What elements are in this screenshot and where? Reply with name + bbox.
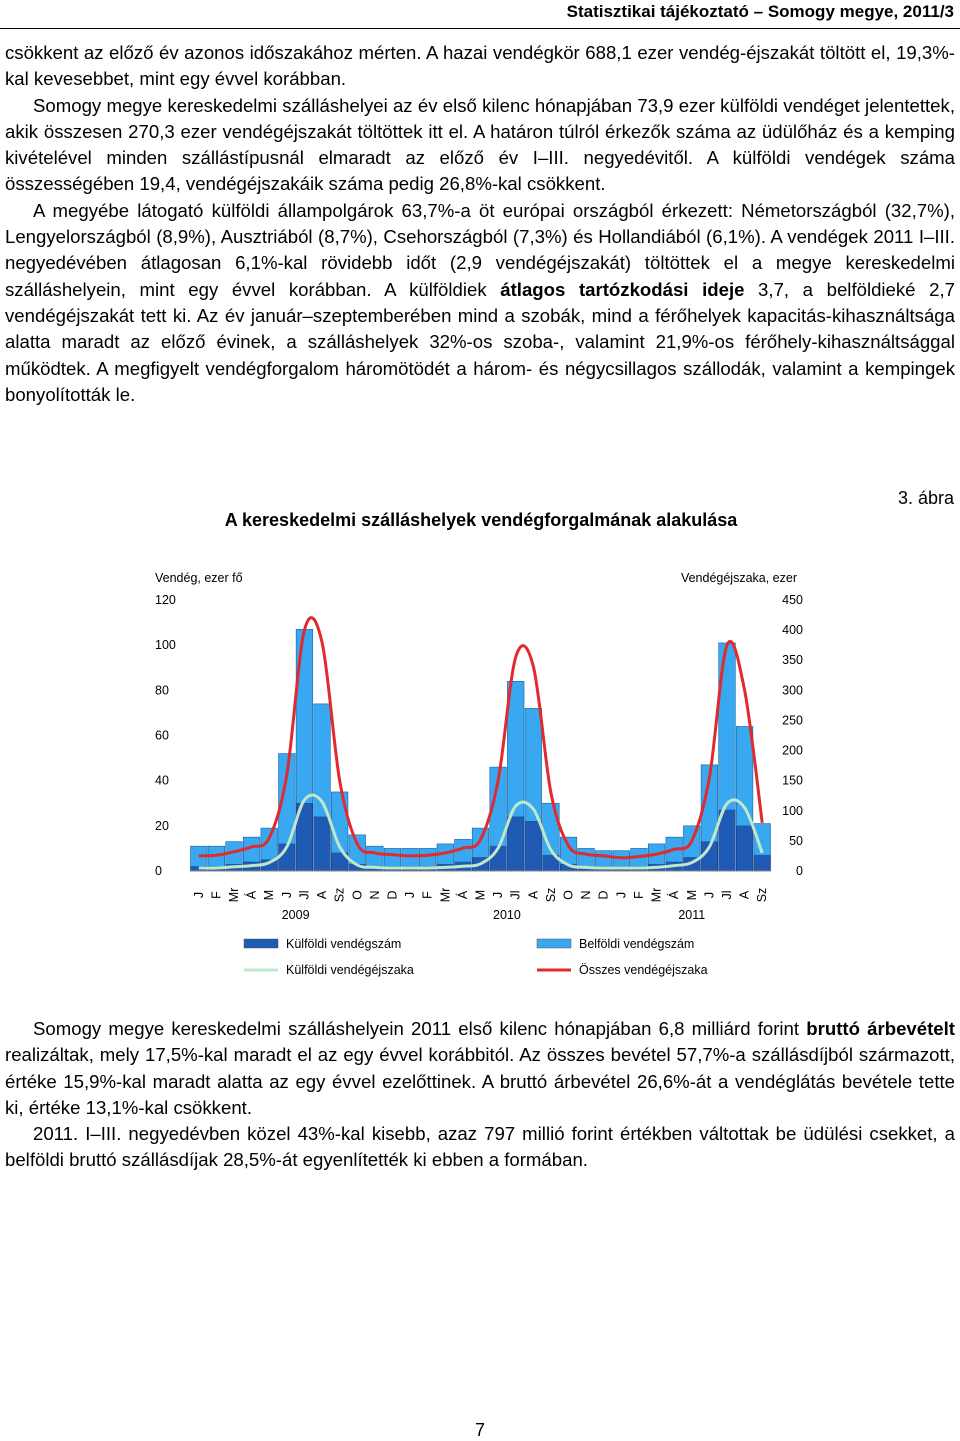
left-tick-label: 80 xyxy=(155,683,169,698)
bar-foreign-guests xyxy=(314,817,331,871)
year-label: 2009 xyxy=(281,908,310,922)
month-label: J xyxy=(279,891,294,899)
paragraph-3-part-2: 3,7, a belföldieké 2,7 vendégéjszakát tett ki. Az év január–szeptemberében mind a szobák, mind a férőhelyek kapacitás-kihasználtsága alatta maradt az előző évinek, a szálláshelyek 32%-os szoba-, valamint 21,9%-os férőhely-kihasználtsággal működtek. A megfigyelt vendégforgalom háromötödét a három- és négycsillagos szállodák, valamint a kempingek bonyolították le. xyxy=(5,278,955,405)
header-rule xyxy=(0,28,960,29)
paragraph-1: csökkent az előző év azonos időszakához mérten. A hazai vendégkör 688,1 ezer vendég-éjszakát töltött el, 19,3%-kal kevesebbet, mint egy évvel korábban. xyxy=(5,42,955,90)
paragraph-3 xyxy=(5,198,955,408)
paragraph-4-part-1: Somogy megye kereskedelmi szálláshelyein 2011 első kilenc hónapjában 6,8 milliárd forint xyxy=(33,1018,807,1039)
figure-title xyxy=(0,510,960,531)
month-label: Sz xyxy=(755,887,770,903)
year-label: 2011 xyxy=(678,908,706,922)
month-label: O xyxy=(350,890,365,900)
bar-domestic-guests xyxy=(419,848,436,866)
month-label: Jl xyxy=(297,890,312,900)
month-label: D xyxy=(385,890,400,900)
figure-title-text: A kereskedelmi szálláshelyek vendégforgalmának alakulása xyxy=(224,510,738,530)
month-label: Sz xyxy=(332,887,347,903)
left-tick-label: 40 xyxy=(155,773,169,788)
figure-label: 3. ábra xyxy=(897,488,954,508)
guest-traffic-chart xyxy=(0,545,960,995)
month-label: Á xyxy=(455,890,470,900)
text-block-top xyxy=(5,40,955,408)
month-label: Sz xyxy=(543,887,558,903)
bar-domestic-guests xyxy=(736,726,753,825)
right-tick-label: 200 xyxy=(782,743,803,758)
right-tick-label: 150 xyxy=(782,773,803,788)
month-label: J xyxy=(614,891,629,899)
paragraph-2: Somogy megye kereskedelmi szálláshelyei az év első kilenc hónapjában 73,9 ezer külföldi vendéget jelentettek, akik összesen 270,3 ezer vendégéjszakát töltöttek itt el. A határon túlról érkezők száma az üdülőház és a kemping kivételével minden szállástípusnál elmaradt az előző év I–III. negyedévitől. A külföldi vendégek száma összességében 19,4, vendégéjszakáik száma pedig 26,8%-kal csökkent. xyxy=(5,94,955,195)
month-label: D xyxy=(596,890,611,900)
month-label: N xyxy=(367,890,382,900)
right-tick-label: 450 xyxy=(782,593,803,607)
month-label: Mr xyxy=(438,887,453,903)
left-tick-label: 0 xyxy=(155,864,162,878)
month-label: F xyxy=(631,891,646,899)
right-axis-label: Vendégéjszaka, ezer xyxy=(680,571,797,585)
right-tick-label: 250 xyxy=(782,713,803,728)
month-label: A xyxy=(737,890,752,900)
month-label: M xyxy=(684,889,699,901)
year-label: 2010 xyxy=(493,908,521,922)
bar-foreign-guests xyxy=(754,855,771,871)
bar-domestic-guests xyxy=(367,846,384,866)
bar-foreign-guests xyxy=(507,817,524,871)
month-label: A xyxy=(526,890,541,900)
left-tick-label: 100 xyxy=(155,638,176,653)
month-label: M xyxy=(262,889,277,901)
paragraph-4-bold: bruttó árbevételt xyxy=(806,1018,955,1039)
month-label: M xyxy=(473,889,488,901)
bar-foreign-guests xyxy=(736,826,753,871)
bar-domestic-guests xyxy=(578,848,595,866)
page-header: Statisztikai tájékoztató – Somogy megye, 2011/3 xyxy=(566,2,954,21)
page-number: 7 xyxy=(474,1420,485,1440)
month-label: Á xyxy=(667,890,682,900)
right-tick-label: 100 xyxy=(782,803,803,818)
month-label: Mr xyxy=(649,887,664,903)
paragraph-4-part-2: realizáltak, mely 17,5%-kal maradt el az egy évvel korábbitól. Az összes bevétel 57,7%-a szállásdíjból származott, értéke 15,9%-kal maradt alatta az egy évvel ezelőttinek. A bruttó árbevétel 26,6%-át a vendéglátás bevétele tette ki, értéke 13,1%-kal csökkent. xyxy=(5,1044,955,1118)
bar-domestic-guests xyxy=(384,848,401,866)
bar-foreign-guests xyxy=(525,821,542,871)
bar-domestic-guests xyxy=(472,828,489,857)
month-label: A xyxy=(315,890,330,900)
month-label: J xyxy=(403,891,418,899)
month-label: J xyxy=(491,891,506,899)
month-label: Jl xyxy=(508,890,523,900)
month-label: J xyxy=(191,891,206,899)
left-tick-label: 20 xyxy=(155,818,169,833)
legend-label: Összes vendégéjszaka xyxy=(579,963,708,977)
paragraph-5: 2011. I–III. negyedévben közel 43%-kal kisebb, azaz 797 millió forint értékben váltottak be üdülési csekket, a belföldi bruttó szállásdíjak 28,5%-át egyenlítették ki ebben a formában. xyxy=(5,1123,955,1171)
month-label: Mr xyxy=(227,887,242,903)
bar-domestic-guests xyxy=(595,851,612,867)
month-label: F xyxy=(209,891,224,899)
legend-swatch xyxy=(537,939,571,948)
paragraph-3-part-1: A megyébe látogató külföldi állampolgárok 63,7%-a öt európai országból érkezett: Németországból (32,7%), Lengyelországból (8,9%), Ausztriából (8,7%), Csehországból (7,3%) és Hollandiából (6,1%). A vendégek 2011 I–III. negyedévében átlagosan 6,1%-kal rövidebb időt (2,9 vendégéjszakát) töltöttek el a megye kereskedelmi szálláshelyein, mint egy évvel korábban. A külföldiek xyxy=(5,199,955,300)
month-label: Jl xyxy=(719,890,734,900)
legend-swatch xyxy=(244,939,278,948)
month-label: Á xyxy=(244,890,259,900)
right-tick-label: 400 xyxy=(782,623,803,638)
paragraph-3-bold: átlagos tartózkodási ideje xyxy=(500,278,745,300)
month-label: O xyxy=(561,890,576,900)
month-label: N xyxy=(579,890,594,900)
bar-domestic-guests xyxy=(296,629,313,803)
left-axis-label: Vendég, ezer fő xyxy=(155,571,243,585)
bar-domestic-guests xyxy=(402,848,419,866)
paragraph-4 xyxy=(5,1016,955,1121)
right-tick-label: 300 xyxy=(782,683,803,698)
month-label: F xyxy=(420,891,435,899)
left-tick-label: 60 xyxy=(155,728,169,743)
right-tick-label: 350 xyxy=(782,653,803,668)
right-tick-label: 0 xyxy=(796,864,803,878)
month-label: J xyxy=(702,891,717,899)
text-block-bottom xyxy=(5,1016,955,1174)
legend-label: Belföldi vendégszám xyxy=(579,937,695,951)
left-tick-label: 120 xyxy=(155,593,176,607)
right-tick-label: 50 xyxy=(789,833,803,848)
legend-label: Külföldi vendégszám xyxy=(286,937,402,951)
legend-label: Külföldi vendégéjszaka xyxy=(286,963,414,977)
